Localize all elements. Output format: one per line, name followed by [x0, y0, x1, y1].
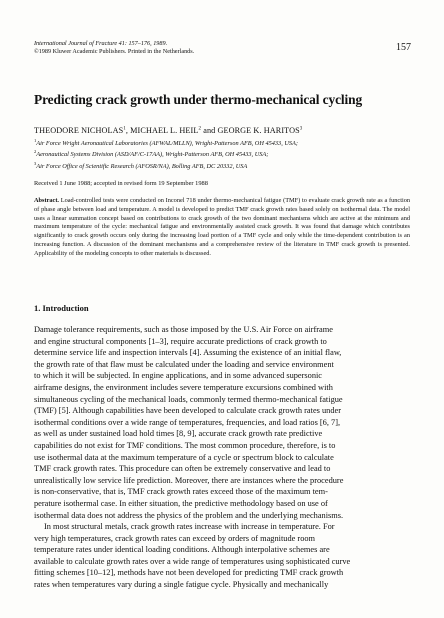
copyright-line: ©1989 Kluwer Academic Publishers. Printed in the Netherlands.	[34, 48, 195, 55]
body-line: to which it will be subjected. In engine applications, and in some advanced supersonic	[34, 371, 323, 381]
abstract-text: based on contributions to crack growth of the two dominant mechanisms which are active at the minimum and	[120, 214, 410, 222]
abstract-text: that damage which contributes significantly to crack growth occurs only during the increasing load portion of a	[34, 223, 410, 239]
body-line: and engine structural components [1–3], require accurate predictions of crack growth to	[34, 336, 327, 346]
affiliation-mark: 1	[34, 138, 37, 143]
body-line: simultaneous cycling of the mechanical loads, commonly termed thermo-mechanical fatigue	[34, 394, 343, 404]
abstract	[34, 197, 410, 258]
abstract-text: predict TMF crack growth rates based solely on isothermal data. The model uses a linear summation concept	[34, 205, 410, 222]
author-affiliation-mark: 3	[299, 126, 303, 132]
body-line: use isothermal data at the maximum temperature of a cycle or spectrum block to calculate	[34, 452, 334, 462]
author-affiliation-mark: 2	[198, 126, 202, 132]
body-line: isothermal conditions over a wide range of temperatures, frequencies, and load ratios [6, 7],	[34, 417, 341, 427]
body-line: airframe designs, the environment includes severe temperature excursions combined with	[34, 382, 333, 392]
body-line: rates when temperatures vary during a single fatigue cycle. Physically and mechanically	[34, 580, 329, 590]
journal-header	[34, 40, 334, 56]
abstract-text: Load-controlled tests were conducted on Inconel 718 under thermo-mechanical fatigue (TMF) to	[60, 197, 309, 204]
abstract-text: evaluate crack growth rate as a function of phase angle between load and temperature. A model is developed to	[34, 197, 411, 213]
abstract-text: modeling concepts to other materials is discussed.	[84, 249, 211, 257]
body-line: TMF crack growth rates. This procedure can often be extremely conservative and lead to	[34, 464, 331, 474]
abstract-text: mechanisms and a comprehensive review of the literature in TMF crack growth is presented. Applicability of the	[34, 240, 410, 257]
author-separator: ,	[125, 126, 131, 135]
affiliation-text: Air Force Wright Aeronautical Laboratories (AFWAL/MLLN), Wright-Patterson AFB, OH 45433, USA;	[36, 140, 298, 148]
author-name: THEODORE NICHOLAS	[34, 126, 124, 135]
author-list	[34, 126, 302, 135]
section-heading: 1. Introduction	[34, 303, 89, 313]
body-line: unrealistically low service life prediction. Moreover, there are instances where the procedure	[34, 475, 344, 485]
affiliation-text: Air Force Office of Scientific Research (AFOSR/NA), Bolling AFB, DC 20332, USA	[36, 162, 248, 170]
affiliation-line	[34, 137, 414, 148]
abstract-text: maximum temperature of the cycle: mechanical fatigue and environmentally assisted crack growth. It was found	[34, 223, 331, 231]
body-line: the growth rate of that flaw must be calculated under the loading and service environment	[34, 359, 334, 369]
abstract-text: TMF cycle and only while the time-dependent contribution is an increasing function. A discussion of the dominant	[34, 232, 410, 248]
body-line: capabilities do not exist for TMF conditions. The most common procedure, therefore, is to	[34, 440, 336, 450]
affiliations	[34, 137, 414, 171]
affiliation-text: Aeronautical Systems Division (ASD/AF/C-17AA), Wright-Patterson AFB, OH 45433, USA;	[36, 151, 269, 159]
body-text	[34, 324, 412, 591]
body-line: isothermal data does not address the physics of the problem and the underlying mechanisms.	[34, 510, 344, 520]
body-line: Damage tolerance requirements, such as those imposed by the U.S. Air Force on airframe	[34, 325, 333, 334]
affiliation-mark: 2	[34, 149, 37, 155]
page-number: 157	[396, 42, 411, 53]
body-line: very high temperatures, crack growth rates can exceed by orders of magnitude room	[34, 533, 316, 543]
body-line: temperature rates under identical loading conditions. Although interpolative schemes are	[34, 545, 330, 555]
body-line: In most structural metals, crack growth rates increase with increase in temperature. For	[44, 522, 335, 532]
affiliation-line	[34, 160, 414, 171]
body-line: is non-conservative, that is, TMF crack growth rates exceed those of the maximum tem-	[34, 487, 328, 497]
body-line: (TMF) [5]. Although capabilities have been developed to calculate crack growth rates under	[34, 406, 341, 416]
body-line: fitting schemes [10–12], methods have not been developed for predicting TMF crack growth	[34, 568, 344, 578]
body-line: as well as under sustained load hold times [8, 9], accurate crack growth rate predictive	[34, 429, 323, 439]
received-date: Received 1 June 1988; accepted in revised form 19 September 1988	[34, 180, 208, 187]
body-line: perature isothermal case. In either situation, the predictive methodology based on use of	[34, 498, 328, 508]
author-affiliation-mark: 1	[123, 126, 126, 132]
author-separator: and	[201, 126, 218, 135]
body-line: available to calculate growth rates over a wide range of temperatures using sophisticated curve	[34, 556, 351, 566]
affiliation-line	[34, 148, 414, 159]
abstract-label: Abstract.	[34, 197, 60, 204]
body-line: determine service life and inspection intervals [4]. Assuming the existence of an initial flaw,	[34, 348, 342, 358]
author-name: MICHAEL L. HEIL	[130, 126, 199, 135]
article-title: Predicting crack growth under thermo-mechanical cycling	[34, 92, 363, 107]
journal-citation: International Journal of Fracture 41: 157–176, 1989.	[34, 40, 168, 47]
author-name: GEORGE K. HARITOS	[217, 126, 300, 135]
affiliation-mark: 3	[34, 160, 37, 166]
